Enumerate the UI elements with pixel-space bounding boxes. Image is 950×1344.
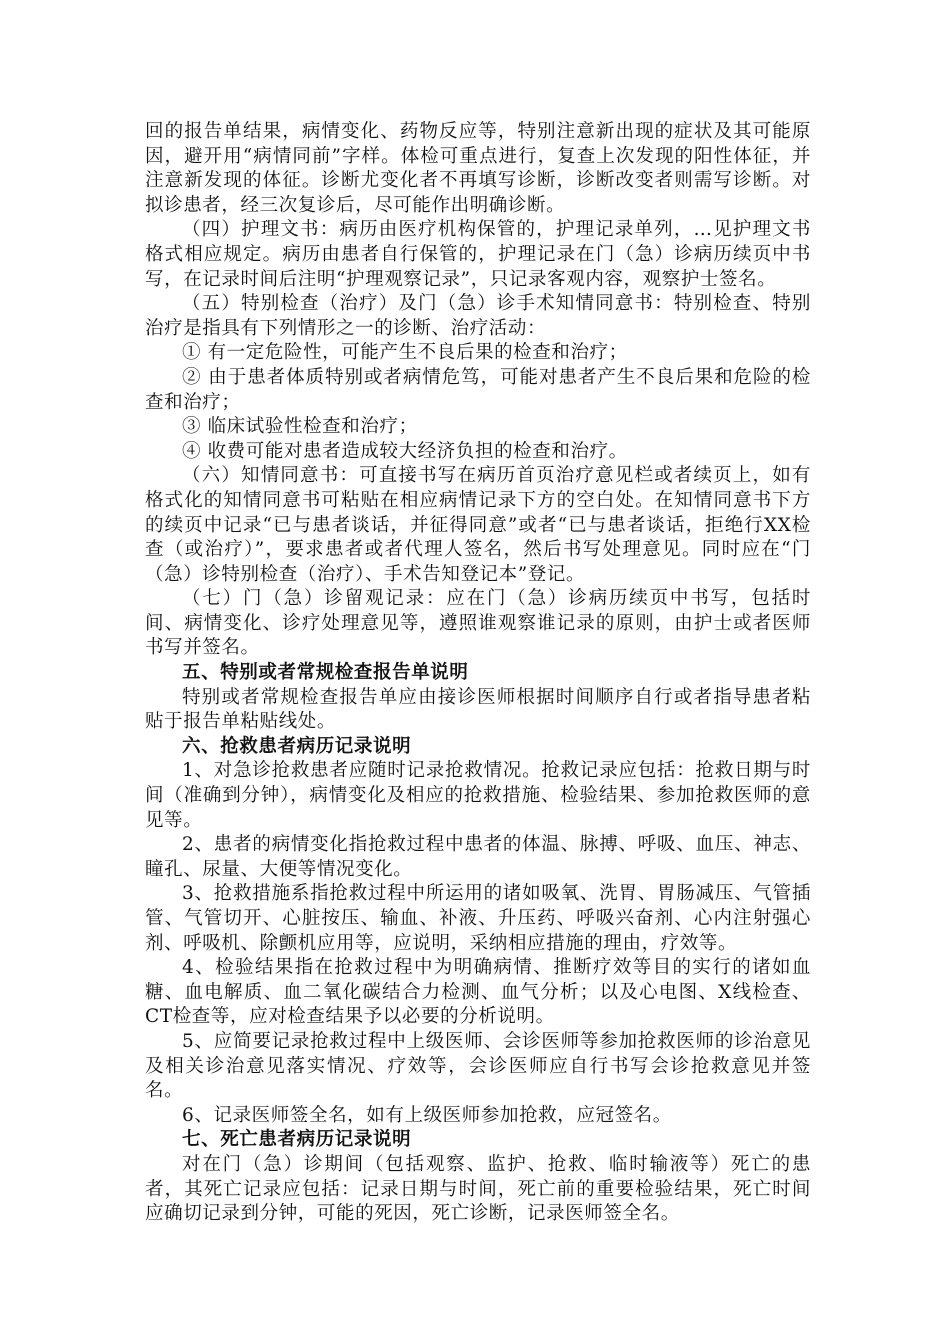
paragraph-rescue-1: 1、对急诊抢救患者应随时记录抢救情况。抢救记录应包括：抢救日期与时间（准确到分钟），病情变化及相应的抢救措施、检验结果、参加抢救医师的意见等。	[145, 760, 811, 831]
paragraph-rescue-2: 2、患者的病情变化指抢救过程中患者的体温、脉搏、呼吸、血压、神志、瞳孔、尿量、大便等情况变化。	[145, 834, 811, 880]
list-item-4: ④ 收费可能对患者造成较大经济负担的检查和治疗。	[182, 440, 628, 462]
document-page	[145, 120, 811, 1227]
paragraph-rescue-3: 3、抢救措施系指抢救过程中所运用的诸如吸氧、洗胃、胃肠减压、气管插管、气管切开、心脏按压、输血、补液、升压药、呼吸兴奋剂、心内注射强心剂、呼吸机、除颤机应用等，应说明，采纳相应措施的理由，疗效等。	[145, 883, 811, 954]
paragraph-report-sheet: 特别或者常规检查报告单应由接诊医师根据时间顺序自行或者指导患者粘贴于报告单粘贴线处。	[145, 686, 811, 733]
paragraph-nursing-documents: （四）护理文书：病历由医疗机构保管的，护理记录单列，…见护理文书格式相应规定。病历由患者自行保管的，护理记录在门（急）诊病历续页中书写，在记录时间后注明“护理观察记录”，只记录客观内容，观察护士签名。	[145, 219, 811, 290]
paragraph-special-exam-consent: （五）特别检查（治疗）及门（急）诊手术知情同意书：特别检查、特别治疗是指具有下列情形之一的诊断、治疗活动：	[145, 293, 811, 339]
list-item-3: ③ 临床试验性检查和治疗；	[182, 416, 418, 438]
list-item-1: ① 有一定危险性，可能产生不良后果的检查和治疗；	[182, 342, 628, 364]
paragraph-informed-consent: （六）知情同意书：可直接书写在病历首页治疗意见栏或者续页上，如有格式化的知情同意书可粘贴在相应病情记录下方的空白处。在知情同意书下方的续页中记录“已与患者谈话，并征得同意”或者“已与患者谈话，拒绝行XX检查（或治疗）”，要求患者或者代理人签名，然后书写处理意见。同时应在“门（急）诊特别检查（治疗）、手术告知登记本”登记。	[145, 465, 811, 585]
paragraph-rescue-6: 6、记录医师签全名，如有上级医师参加抢救，应冠签名。	[182, 1104, 672, 1126]
paragraph-continuation: 回的报告单结果，病情变化、药物反应等，特别注意新出现的症状及其可能原因，避开用“病情同前”字样。体检可重点进行，复查上次发现的阳性体征，并注意新发现的体征。诊断尤变化者不再填写诊断，诊断改变者则需写诊断。对拟诊患者，经三次复诊后，尽可能作出明确诊断。	[145, 121, 811, 216]
list-item-2: ② 由于患者体质特别或者病情危笃，可能对患者产生不良后果和危险的检查和治疗；	[145, 366, 811, 413]
paragraph-rescue-4: 4、检验结果指在抢救过程中为明确病情、推断疗效等目的实行的诸如血糖、血电解质、血二氧化碳结合力检测、血气分析；以及心电图、X线检查、CT检查等，应对检查结果予以必要的分析说明。	[145, 957, 811, 1028]
paragraph-death-record: 对在门（急）诊期间（包括观察、监护、抢救、临时输液等）死亡的患者，其死亡记录应包括：记录日期与时间，死亡前的重要检验结果，死亡时间应确切记录到分钟，可能的死因，死亡诊断，记录医师签全名。	[145, 1153, 811, 1225]
section-heading-7: 七、死亡患者病历记录说明	[182, 1129, 412, 1151]
paragraph-observation-record: （七）门（急）诊留观记录：应在门（急）诊病历续页中书写，包括时间、病情变化、诊疗处理意见等，遵照谁观察谁记录的原则，由护士或者医师书写并签名。	[145, 588, 811, 659]
paragraph-rescue-5: 5、应简要记录抢救过程中上级医师、会诊医师等参加抢救医师的诊治意见及相关诊治意见落实情况、疗效等，会诊医师应自行书写会诊抢救意见并签名。	[145, 1030, 811, 1102]
section-heading-6: 六、抢救患者病历记录说明	[182, 735, 412, 757]
section-heading-5: 五、特别或者常规检查报告单说明	[182, 662, 469, 684]
